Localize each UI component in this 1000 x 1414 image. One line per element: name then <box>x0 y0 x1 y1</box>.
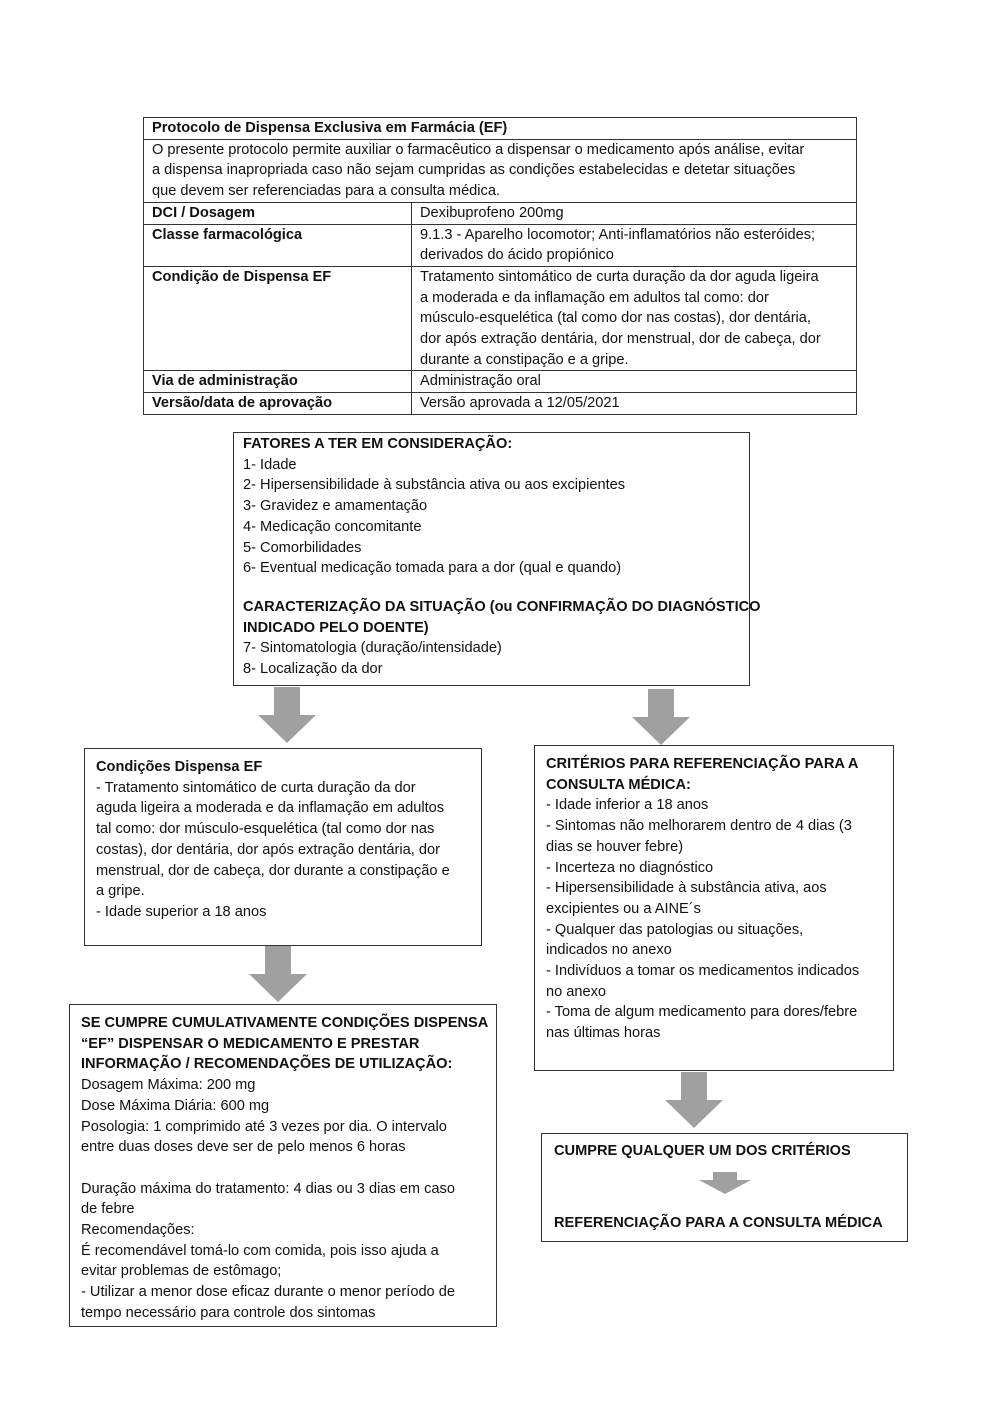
referral-line: indicados no anexo <box>546 942 672 959</box>
factor-item: 3- Gravidez e amamentação <box>243 498 428 515</box>
row-label: Classe farmacológica <box>144 224 412 266</box>
protocol-title: Protocolo de Dispensa Exclusiva em Farmácia (EF) <box>144 118 857 140</box>
referral-title: CONSULTA MÉDICA: <box>546 776 691 793</box>
factor-item: 6- Eventual medicação tomada para a dor (qual e quando) <box>243 560 622 577</box>
situation-item: 7- Sintomatologia (duração/intensidade) <box>243 640 502 657</box>
row-label: Versão/data de aprovação <box>144 393 412 415</box>
dispense-box <box>69 1004 497 1327</box>
situation-title: CARACTERIZAÇÃO DA SITUAÇÃO (ou CONFIRMAÇÃO DO DIAGNÓSTICO <box>243 598 761 615</box>
row-value <box>412 202 857 224</box>
dispense-line: Posologia: 1 comprimido até 3 vezes por dia. O intervalo <box>81 1118 447 1135</box>
factors-title: FATORES A TER EM CONSIDERAÇÃO: <box>243 436 513 452</box>
dispense-line: Recomendações: <box>81 1222 195 1239</box>
situation-title: INDICADO PELO DOENTE) <box>243 619 429 636</box>
dispense-line: - Utilizar a menor dose eficaz durante o menor período de <box>81 1284 455 1301</box>
table-row <box>144 202 857 224</box>
factors-box <box>233 432 761 686</box>
row-label: DCI / Dosagem <box>144 202 412 224</box>
row-value <box>412 224 857 266</box>
factor-item: 4- Medicação concomitante <box>243 518 422 535</box>
value-line: durante a constipação e a gripe. <box>420 351 629 368</box>
value-line: Administração oral <box>420 373 541 390</box>
conditions-line: - Idade superior a 18 anos <box>96 903 267 920</box>
protocol-table <box>143 117 857 415</box>
referral-line: - Incerteza no diagnóstico <box>546 859 714 876</box>
dispense-line: É recomendável tomá-lo com comida, pois isso ajuda a <box>81 1242 439 1259</box>
value-line: Tratamento sintomático de curta duração da dor aguda ligeira <box>420 268 819 285</box>
table-row <box>144 371 857 393</box>
referral-line: dias se houver febre) <box>546 838 684 855</box>
referral-line: - Toma de algum medicamento para dores/febre <box>546 1004 858 1021</box>
row-label: Via de administração <box>144 371 412 393</box>
dispense-line: Dose Máxima Diária: 600 mg <box>81 1097 270 1114</box>
referral-line: - Idade inferior a 18 anos <box>546 797 709 814</box>
dispense-line: tempo necessário para controle dos sintomas <box>81 1304 376 1321</box>
dispense-title: INFORMAÇÃO / RECOMENDAÇÕES DE UTILIZAÇÃO: <box>81 1056 453 1073</box>
table-row <box>144 266 857 371</box>
down-arrow-icon <box>665 1072 723 1128</box>
criteria-line: REFERENCIAÇÃO PARA A CONSULTA MÉDICA <box>554 1215 883 1231</box>
referral-line: excipientes ou a AINE´s <box>546 900 701 917</box>
row-label: Condição de Dispensa EF <box>144 266 412 371</box>
conditions-line: a gripe. <box>96 883 145 900</box>
referral-line: no anexo <box>546 983 607 1000</box>
conditions-line: - Tratamento sintomático de curta duração da dor <box>96 779 416 796</box>
value-line: a moderada e da inflamação em adultos tal como: dor <box>420 289 769 306</box>
intro-line: que devem ser referenciadas para a consulta médica. <box>152 183 501 200</box>
down-arrow-icon <box>699 1172 751 1194</box>
dispense-line: de febre <box>81 1201 135 1218</box>
referral-line: - Sintomas não melhorarem dentro de 4 dias (3 <box>546 818 852 835</box>
dispense-line: evitar problemas de estômago; <box>81 1263 282 1280</box>
referral-line: - Qualquer das patologias ou situações, <box>546 921 804 938</box>
referral-line: - Indivíduos a tomar os medicamentos indicados <box>546 963 860 980</box>
down-arrow-icon <box>258 687 316 743</box>
table-row <box>144 224 857 266</box>
conditions-line: tal como: dor músculo-esquelética (tal como dor nas <box>96 821 435 838</box>
conditions-box <box>84 748 482 946</box>
conditions-line: menstrual, dor de cabeça, dor durante a constipação e <box>96 862 450 879</box>
row-value <box>412 371 857 393</box>
value-line: Versão aprovada a 12/05/2021 <box>420 395 620 412</box>
dispense-title: SE CUMPRE CUMULATIVAMENTE CONDIÇÕES DISPENSA <box>81 1015 489 1031</box>
referral-box <box>534 745 894 1071</box>
dispense-title: “EF” DISPENSAR O MEDICAMENTO E PRESTAR <box>81 1035 420 1052</box>
dispense-line: Dosagem Máxima: 200 mg <box>81 1077 256 1094</box>
factor-item: 5- Comorbilidades <box>243 539 362 556</box>
row-value <box>412 266 857 371</box>
dispense-line: entre duas doses deve ser de pelo menos 6 horas <box>81 1139 406 1156</box>
factor-item: 2- Hipersensibilidade à substância ativa ou aos excipientes <box>243 477 626 494</box>
value-line: músculo-esquelética (tal como dor nas costas), dor dentária, <box>420 310 811 327</box>
dispense-line: Duração máxima do tratamento: 4 dias ou 3 dias em caso <box>81 1180 455 1197</box>
value-line: derivados do ácido propiónico <box>420 247 614 264</box>
conditions-line: aguda ligeira a moderada e da inflamação em adultos <box>96 800 445 817</box>
conditions-title: Condições Dispensa EF <box>96 759 263 775</box>
situation-item: 8- Localização da dor <box>243 661 383 678</box>
referral-line: nas últimas horas <box>546 1025 661 1042</box>
dispense-line <box>81 1158 490 1179</box>
intro-line: O presente protocolo permite auxiliar o farmacêutico a dispensar o medicamento após análise, evitar <box>152 141 805 158</box>
down-arrow-icon <box>249 946 307 1002</box>
value-line: 9.1.3 - Aparelho locomotor; Anti-inflamatórios não esteróides; <box>420 226 816 243</box>
referral-line: - Hipersensibilidade à substância ativa, aos <box>546 880 827 897</box>
value-line: dor após extração dentária, dor menstrual, dor de cabeça, dor <box>420 331 821 348</box>
criteria-box <box>541 1133 908 1242</box>
referral-title: CRITÉRIOS PARA REFERENCIAÇÃO PARA A <box>546 756 859 772</box>
criteria-line: CUMPRE QUALQUER UM DOS CRITÉRIOS <box>554 1143 851 1159</box>
protocol-intro <box>144 139 857 202</box>
factor-item: 1- Idade <box>243 456 297 473</box>
row-value <box>412 393 857 415</box>
table-row <box>144 393 857 415</box>
intro-line: a dispensa inapropriada caso não sejam cumpridas as condições estabelecidas e detetar situações <box>152 162 796 179</box>
conditions-line: costas), dor dentária, dor após extração dentária, dor <box>96 841 440 858</box>
value-line: Dexibuprofeno 200mg <box>420 204 564 221</box>
down-arrow-icon <box>632 689 690 745</box>
